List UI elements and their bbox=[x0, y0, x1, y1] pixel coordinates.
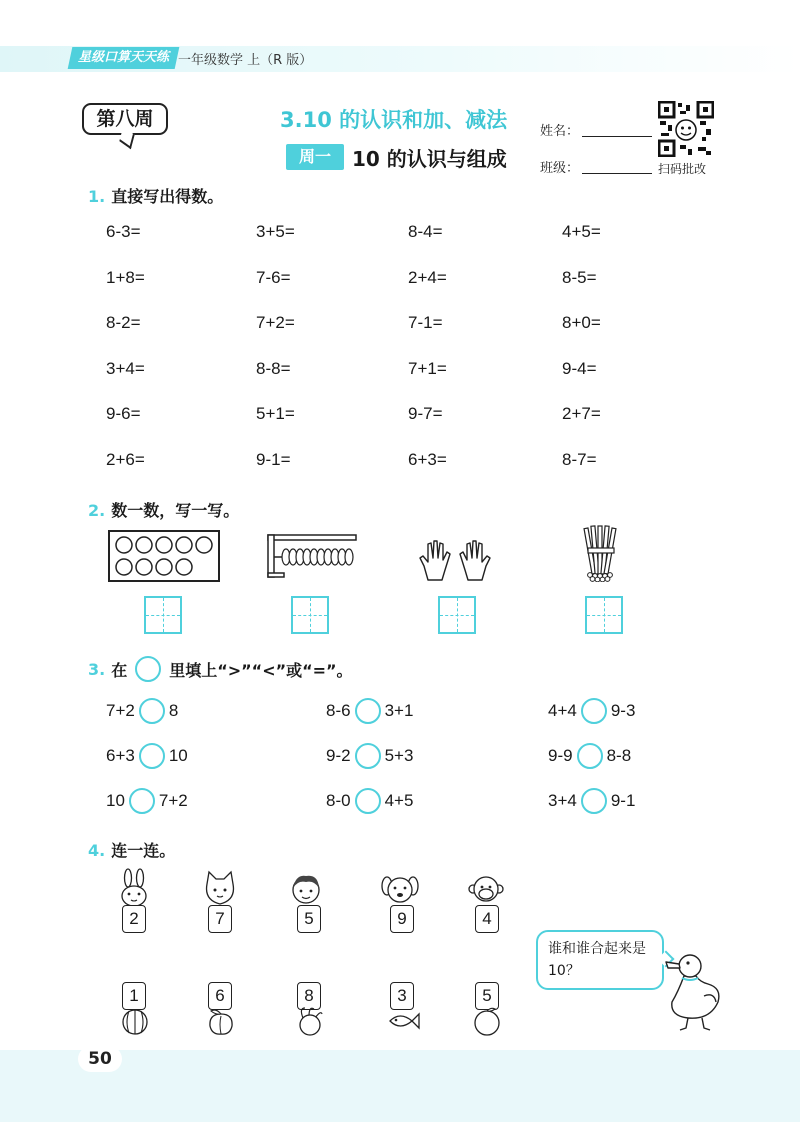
orange-icon bbox=[472, 1006, 502, 1036]
equation-item[interactable]: 9-4= bbox=[562, 358, 597, 378]
equation-item[interactable]: 8-7= bbox=[562, 449, 597, 469]
section-3-number: 3. bbox=[88, 659, 106, 679]
section-4-text: 连一连。 bbox=[111, 841, 176, 860]
radish-icon bbox=[295, 1006, 325, 1036]
equation-item[interactable]: 9-7= bbox=[408, 404, 443, 423]
equation-item[interactable]: 9-1= bbox=[256, 449, 291, 469]
comparison-item bbox=[326, 743, 413, 769]
equation-item[interactable]: 8+0= bbox=[562, 313, 601, 332]
qr-caption: 扫码批改 bbox=[658, 162, 707, 176]
section-4-number: 4. bbox=[88, 841, 106, 860]
comparison-item bbox=[106, 743, 188, 769]
lesson-title: 3.10 的认识和加、减法 bbox=[280, 108, 508, 132]
equation-item[interactable]: 7-1= bbox=[408, 313, 443, 332]
card-bottom-2[interactable]: 6 bbox=[208, 982, 232, 1010]
fish-icon bbox=[386, 1010, 420, 1032]
speech-bubble: 谁和谁合起来是 10？ bbox=[536, 930, 664, 990]
duck-icon bbox=[664, 952, 726, 1032]
equation-item[interactable]: 6+3= bbox=[408, 449, 447, 469]
right-expression: 9-1 bbox=[610, 791, 636, 810]
qr-code-icon[interactable] bbox=[658, 101, 714, 157]
right-expression: 3+1 bbox=[384, 701, 414, 720]
right-expression: 5+3 bbox=[384, 746, 414, 765]
boy-icon bbox=[288, 870, 324, 908]
day-badge: 周一 bbox=[286, 144, 344, 170]
section-3-title bbox=[88, 656, 353, 682]
comparison-answer-circle[interactable] bbox=[577, 743, 603, 769]
name-field[interactable] bbox=[582, 136, 652, 137]
week-tag: 第八周 bbox=[82, 103, 168, 135]
equation-item[interactable]: 7+1= bbox=[408, 358, 447, 378]
watermelon-icon bbox=[120, 1008, 150, 1036]
equation-item[interactable]: 6-3= bbox=[106, 222, 141, 241]
circle-icon bbox=[135, 656, 161, 682]
card-top-5[interactable]: 4 bbox=[475, 905, 499, 933]
comparison-item bbox=[548, 788, 635, 814]
section-1-number: 1. bbox=[88, 187, 106, 206]
left-expression: 3+4 bbox=[548, 791, 577, 810]
card-top-4[interactable]: 9 bbox=[390, 905, 414, 933]
series-label: 星级口算天天练 bbox=[78, 50, 170, 65]
equation-item[interactable]: 5+1= bbox=[256, 404, 295, 423]
card-bottom-1[interactable]: 1 bbox=[122, 982, 146, 1010]
comparison-item bbox=[548, 698, 635, 724]
comparison-answer-circle[interactable] bbox=[139, 743, 165, 769]
peach-icon bbox=[206, 1008, 236, 1036]
equation-item[interactable]: 8-5= bbox=[562, 267, 597, 287]
comparison-answer-circle[interactable] bbox=[129, 788, 155, 814]
equation-item[interactable]: 7+2= bbox=[256, 313, 295, 332]
section-3-text-post: 里填上“>”“<”或“=”。 bbox=[169, 660, 353, 680]
left-expression: 10 bbox=[106, 791, 125, 810]
left-expression: 8-0 bbox=[326, 791, 351, 810]
comparison-item bbox=[106, 788, 188, 814]
answer-box-ten-frame[interactable] bbox=[144, 596, 182, 634]
card-bottom-3[interactable]: 8 bbox=[297, 982, 321, 1010]
rabbit-icon bbox=[116, 868, 152, 908]
left-expression: 8-6 bbox=[326, 701, 351, 720]
section-3-text-pre: 在 bbox=[111, 660, 128, 680]
name-label: 姓名： bbox=[540, 124, 580, 139]
answer-box-abacus[interactable] bbox=[291, 596, 329, 634]
right-expression: 8 bbox=[168, 701, 179, 720]
equation-item[interactable]: 3+4= bbox=[106, 358, 145, 378]
equation-item[interactable]: 4+5= bbox=[562, 222, 601, 241]
comparison-answer-circle[interactable] bbox=[581, 788, 607, 814]
bundle-of-sticks-icon bbox=[580, 524, 620, 582]
cat-icon bbox=[202, 870, 238, 908]
comparison-item bbox=[326, 788, 413, 814]
section-2-text: 数一数，写一写。 bbox=[111, 501, 240, 520]
left-expression: 6+3 bbox=[106, 746, 135, 765]
comparison-answer-circle[interactable] bbox=[355, 788, 381, 814]
class-label: 班级： bbox=[540, 161, 580, 176]
section-1-text: 直接写出得数。 bbox=[111, 187, 224, 206]
book-subtitle: 一年级数学 上（R 版） bbox=[178, 53, 313, 68]
comparison-answer-circle[interactable] bbox=[139, 698, 165, 724]
comparison-answer-circle[interactable] bbox=[581, 698, 607, 724]
left-expression: 7+2 bbox=[106, 701, 135, 720]
equation-item[interactable]: 3+5= bbox=[256, 222, 295, 241]
equation-item[interactable]: 7-6= bbox=[256, 267, 291, 287]
equation-item[interactable]: 2+6= bbox=[106, 449, 145, 469]
right-expression: 7+2 bbox=[158, 791, 188, 810]
ten-frame-icon bbox=[108, 530, 220, 582]
right-expression: 4+5 bbox=[384, 791, 414, 810]
comparison-answer-circle[interactable] bbox=[355, 743, 381, 769]
equation-item[interactable]: 9-6= bbox=[106, 404, 141, 423]
monkey-icon bbox=[468, 870, 504, 908]
right-expression: 9-3 bbox=[610, 701, 636, 720]
left-expression: 4+4 bbox=[548, 701, 577, 720]
comparison-answer-circle[interactable] bbox=[355, 698, 381, 724]
series-badge bbox=[68, 47, 180, 69]
card-bottom-5[interactable]: 5 bbox=[475, 982, 499, 1010]
equation-item[interactable]: 1+8= bbox=[106, 267, 145, 287]
comparison-item bbox=[548, 743, 631, 769]
right-expression: 10 bbox=[168, 746, 188, 765]
comparison-item bbox=[326, 698, 413, 724]
section-2-number: 2. bbox=[88, 501, 106, 520]
day-topic: 10 的认识与组成 bbox=[352, 147, 507, 171]
page-number: 50 bbox=[78, 1046, 122, 1072]
equation-item[interactable]: 2+4= bbox=[408, 267, 447, 287]
class-field[interactable] bbox=[582, 173, 652, 174]
dog-icon bbox=[380, 870, 420, 908]
abacus-icon bbox=[266, 533, 358, 579]
right-expression: 8-8 bbox=[606, 746, 632, 765]
card-top-3[interactable]: 5 bbox=[297, 905, 321, 933]
equation-item[interactable]: 8-2= bbox=[106, 313, 141, 332]
left-expression: 9-9 bbox=[548, 746, 573, 765]
card-bottom-4[interactable]: 3 bbox=[390, 982, 414, 1010]
section-1-title bbox=[88, 184, 223, 207]
comparison-item bbox=[106, 698, 178, 724]
card-top-2[interactable]: 7 bbox=[208, 905, 232, 933]
two-hands-icon bbox=[418, 538, 492, 582]
answer-box-hands[interactable] bbox=[438, 596, 476, 634]
section-4-title bbox=[88, 838, 175, 861]
section-2-title bbox=[88, 498, 239, 521]
equation-item[interactable]: 2+7= bbox=[562, 404, 601, 423]
answer-box-sticks[interactable] bbox=[585, 596, 623, 634]
left-expression: 9-2 bbox=[326, 746, 351, 765]
card-top-1[interactable]: 2 bbox=[122, 905, 146, 933]
equation-item[interactable]: 8-8= bbox=[256, 358, 291, 378]
equation-item[interactable]: 8-4= bbox=[408, 222, 443, 241]
